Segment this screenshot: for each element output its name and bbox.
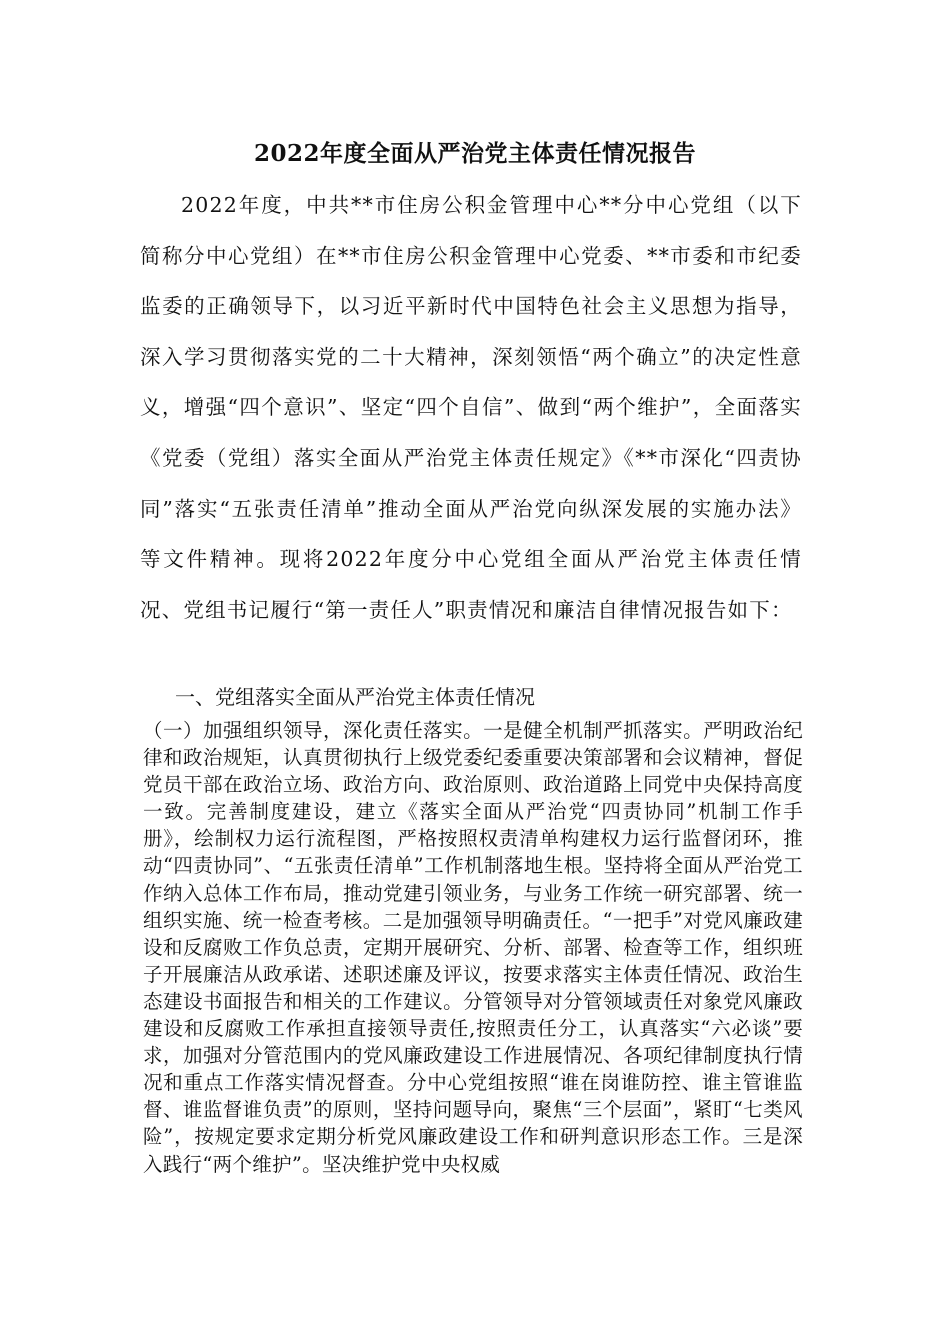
document-title: 2022年度全面从严治党主体责任情况报告 xyxy=(253,140,696,167)
intro-paragraph: 2022年度，中共**市住房公积金管理中心**分中心党组（以下简称分中心党组）在**市住房公积金管理中心党委、**市委和市纪委监委的正确领导下，以习近平新时代中国特色社会主义思想为指导，深入学习贯彻落实党的二十大精神，深刻领悟“两个确立”的决定性意义，增强“四个意识”、坚定“四个自信”、做到“两个维护”，全面落实《党委（党组）落实全面从严治党主体责任规定》《**市深化“四责协同”落实“五张责任清单”推动全面从严治党向纵深发展的实施办法》等文件精神。现将2022年度分中心党组全面从严治党主体责任情况、党组书记履行“第一责任人”职责情况和廉洁自律情况报告如下： xyxy=(140,193,802,622)
section-heading: 一、党组落实全面从严治党主体责任情况 xyxy=(175,685,535,709)
section-body-paragraph: （一）加强组织领导，深化责任落实。一是健全机制严抓落实。严明政治纪律和政治规矩，认真贯彻执行上级党委纪委重要决策部署和会议精神，督促党员干部在政治立场、政治方向、政治原则、政治道路上同党中央保持高度一致。完善制度建设，建立《落实全面从严治党“四责协同”机制工作手册》，绘制权力运行流程图，严格按照权责清单构建权力运行监督闭环，推动“四责协同”、“五张责任清单”工作机制落地生根。坚持将全面从严治党工作纳入总体工作布局，推动党建引领业务，与业务工作统一研究部署、统一组织实施、统一检查考核。二是加强领导明确责任。“一把手”对党风廉政建设和反腐败工作负总责，定期开展研究、分析、部署、检查等工作，组织班子开展廉洁从政承诺、述职述廉及评议，按要求落实主体责任情况、政治生态建设书面报告和相关的工作建议。分管领导对分管领域责任对象党风廉政建设和反腐败工作承担直接领导责任,按照责任分工，认真落实“六必谈”要求，加强对分管范围内的党风廉政建设工作进展情况、各项纪律制度执行情况和重点工作落实情况督查。分中心党组按照“谁在岗谁防控、谁主管谁监督、谁监督谁负责”的原则，坚持问题导向，聚焦“三个层面”，紧盯“七类风险”，按规定要求定期分析党风廉政建设工作和研判意识形态工作。三是深入践行“两个维护”。坚决维护党中央权威 xyxy=(143,719,803,1176)
